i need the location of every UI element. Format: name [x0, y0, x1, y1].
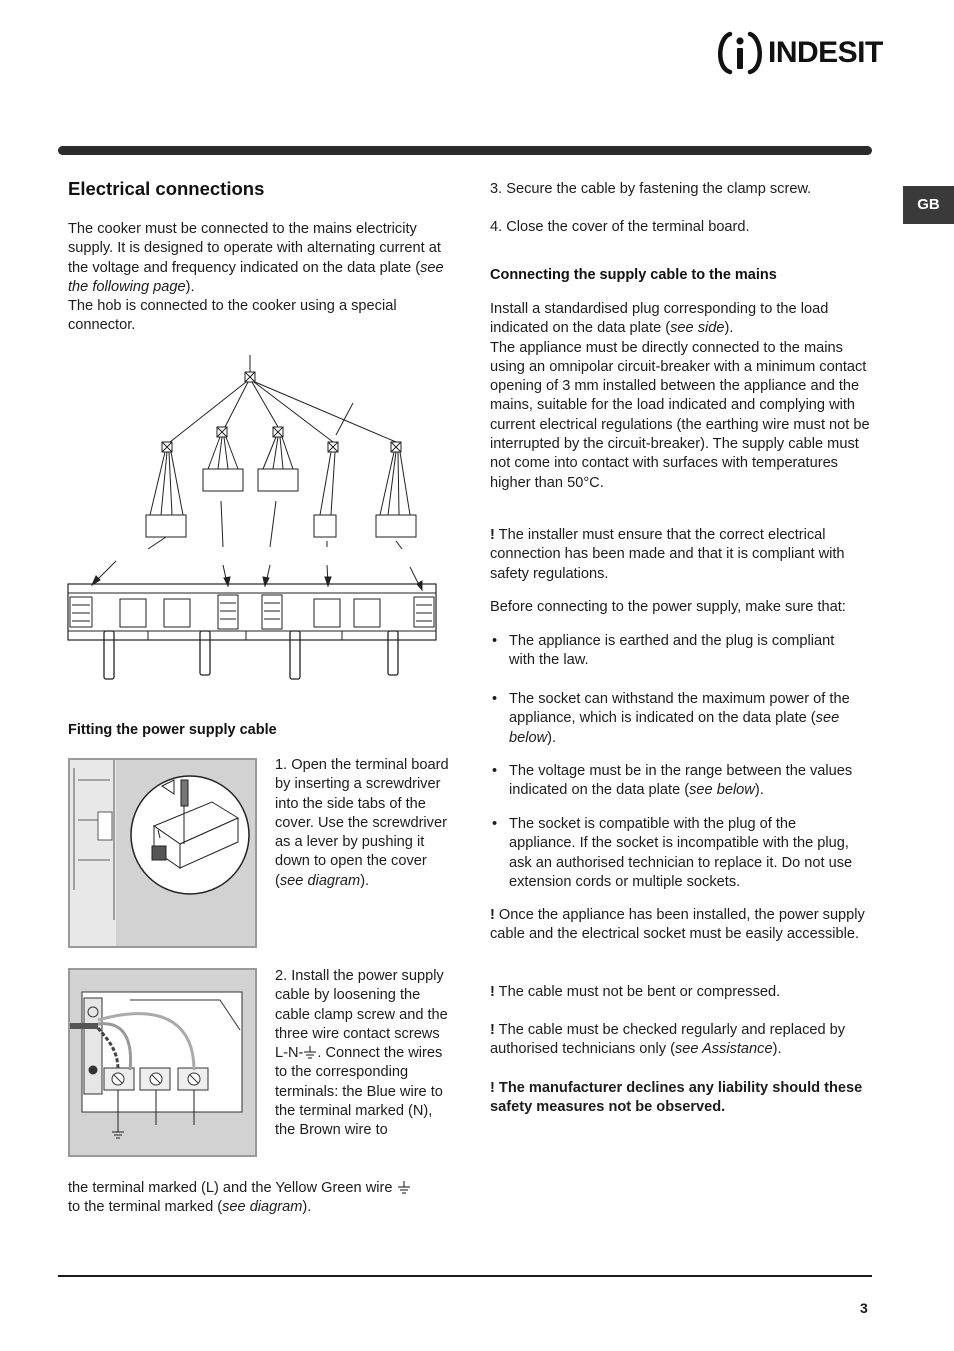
step-3-text: 3. Secure the cable by fastening the clamp screw. [490, 181, 812, 197]
earth-symbol-icon [303, 1046, 317, 1060]
accessible-note: ! Once the appliance has been installed, the power supply cable and the electrical socket must be easily accessible. [490, 907, 865, 943]
installer-note: ! The installer must ensure that the correct electrical connection has been made and that it is compliant with safety regulations. [490, 527, 845, 582]
hob-wiring-diagram [66, 355, 442, 685]
check-note: ! The cable must be checked regularly and replaced by authorised technicians only (see Assistance). [490, 1022, 846, 1058]
page-number: 3 [860, 1300, 868, 1316]
step-2-continued: the terminal marked (L) and the Yellow Green wire to the terminal marked (see diagram). [68, 1179, 448, 1218]
indesit-logo-mark [716, 30, 764, 76]
intro-paragraph: The cooker must be connected to the mains electricity supply. It is designed to operate with alternating current at the voltage and frequency indicated on the data plate (see the following page). The hob is connected to the cooker using a special connector. [68, 221, 444, 334]
list-item: • The appliance is earthed and the plug is compliant with the law. [492, 633, 835, 669]
terminal-board-cover-figure [68, 758, 257, 948]
fitting-heading: Fitting the power supply cable [68, 722, 277, 738]
section-title: Electrical connections [68, 178, 265, 199]
step-4-text: 4. Close the cover of the terminal board. [490, 219, 750, 235]
brand-name: INDESIT [768, 36, 883, 69]
step-1-text: 1. Open the terminal board by inserting a screwdriver into the side tabs of the cover. Use the screwdriver as a lever by pushing it down to open the cover (see diagram). [275, 757, 449, 889]
before-connecting-text: Before connecting to the power supply, make sure that: [490, 599, 846, 615]
terminal-wiring-figure [68, 968, 257, 1157]
liability-warning: ! The manufacturer declines any liability should these safety measures not be observed. [490, 1080, 863, 1116]
screwdriver-diagram [70, 760, 255, 946]
language-tab: GB [903, 186, 954, 224]
footer-rule [58, 1275, 872, 1277]
mains-paragraph: Install a standardised plug corresponding to the load indicated on the data plate (see side). The appliance must be directly connected to the mains using an omnipolar circuit-breaker with a minimum contact opening of 3 mm installed between the appliance and the mains, suitable for the load indicated and complying with current electrical regulations (the earthing wire must not be interrupted by the circuit-breaker). The supply cable must not come into contact with surfaces with temperatures higher than 50°C. [490, 301, 870, 491]
indesit-logo [716, 30, 883, 78]
step-2-text: 2. Install the power supply cable by loosening the cable clamp screw and the three wire contact screws L-N- . Connect the wires to the corresponding terminals: the Blue wire to the terminal marked (N), the Brown wire to [275, 968, 448, 1139]
list-item: • The socket is compatible with the plug of the appliance. If the socket is incompatible with the plug, ask an authorised technician to replace it. Do not use extension cords or multiple sockets. [492, 816, 853, 890]
header-rule [58, 146, 872, 155]
list-item: • The voltage must be in the range between the values indicated on the data plate (see below). [492, 763, 853, 799]
bent-note: ! The cable must not be bent or compressed. [490, 984, 781, 1000]
mains-heading: Connecting the supply cable to the mains [490, 267, 777, 283]
earth-symbol-icon [397, 1181, 411, 1195]
terminal-screws-diagram [70, 970, 255, 1155]
list-item: • The socket can withstand the maximum power of the appliance, which is indicated on the data plate (see below). [492, 691, 850, 746]
